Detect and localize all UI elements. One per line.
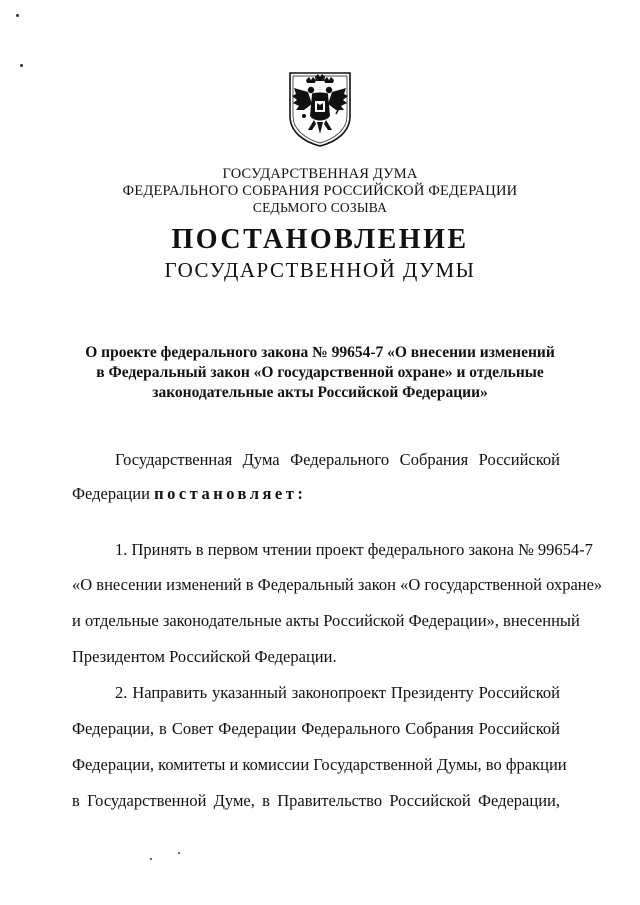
paragraph-2-line: в Государственной Думе, в Правительство Российской Федерации, <box>72 791 560 810</box>
resolves-word: постановляет: <box>154 484 307 503</box>
preamble-line <box>72 484 560 504</box>
paragraph-1-line: и отдельные законодательные акты Российской Федерации», внесенный <box>72 611 580 630</box>
document-title: ПОСТАНОВЛЕНИЕ <box>171 224 469 255</box>
convocation-line: СЕДЬМОГО СОЗЫВА <box>252 200 388 215</box>
org-name-line-1: ГОСУДАРСТВЕННАЯ ДУМА <box>222 166 418 182</box>
preamble-line: Государственная Дума Федерального Собрания Российской <box>115 450 560 469</box>
paragraph-2-line: 2. Направить указанный законопроект Президенту Российской <box>115 683 560 702</box>
scan-speck <box>16 14 19 17</box>
scan-speck <box>150 858 152 860</box>
paragraph-1-line: Президентом Российской Федерации. <box>72 647 337 666</box>
paragraph-2-line: Федерации, комитеты и комиссии Государственной Думы, во фракции <box>72 755 567 774</box>
subject-line: О проекте федерального закона № 99654-7 «О внесении изменений <box>85 344 555 361</box>
subject-line: законодательные акты Российской Федерации» <box>152 384 488 401</box>
russian-coat-of-arms-icon <box>286 70 354 148</box>
paragraph-2-line: Федерации, в Совет Федерации Федерального Собрания Российской <box>72 719 560 738</box>
org-name-line-2: ФЕДЕРАЛЬНОГО СОБРАНИЯ РОССИЙСКОЙ ФЕДЕРАЦИИ <box>122 183 518 199</box>
paragraph-1-line: 1. Принять в первом чтении проект федерального закона № 99654-7 <box>115 540 593 559</box>
preamble-start: Федерации <box>72 484 155 503</box>
paragraph-1-line: «О внесении изменений в Федеральный закон «О государственной охране» <box>72 575 603 594</box>
scan-speck <box>20 64 23 67</box>
subject-line: в Федеральный закон «О государственной охране» и отдельные <box>96 364 544 381</box>
document-subtitle: ГОСУДАРСТВЕННОЙ ДУМЫ <box>164 258 476 282</box>
scan-speck <box>178 852 180 854</box>
